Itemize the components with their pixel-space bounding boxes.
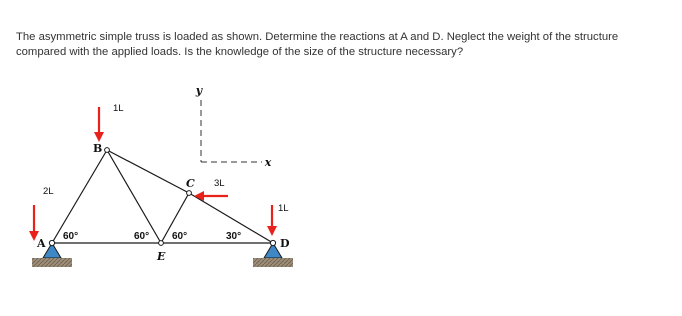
truss-members [52, 150, 273, 243]
ground-D [253, 258, 293, 267]
angle-label-D: 30° [226, 231, 242, 242]
load-label-D: 1L [278, 203, 289, 214]
pin-A [49, 240, 54, 245]
node-label-A: A [37, 237, 46, 250]
load-arrow-A [29, 205, 39, 241]
node-label-D: D [280, 237, 290, 250]
load-arrow-B [94, 107, 104, 142]
joint-C [187, 191, 192, 196]
angle-label-A: 60° [63, 231, 79, 242]
load-label-C: 3L [214, 178, 225, 189]
angle-label-E-left: 60° [134, 231, 150, 242]
load-label-A: 2L [43, 186, 54, 197]
node-label-C: C [186, 177, 195, 190]
member-AB [52, 150, 107, 243]
joint-E [159, 241, 164, 246]
angle-label-E-right: 60° [172, 231, 188, 242]
node-label-B: B [93, 142, 103, 155]
node-label-E: E [157, 250, 166, 263]
load-label-B: 1L [113, 103, 124, 114]
ground-A [32, 258, 72, 267]
joint-B [105, 148, 110, 153]
load-arrow-D [267, 205, 277, 236]
coordinate-axes [195, 84, 272, 169]
problem-statement: The asymmetric simple truss is loaded as shown. Determine the reactions at A and D. Neglect the weight of the structure compared with the applied loads. Is the knowledge of the size of the structure necessary? [16, 31, 619, 58]
x-axis-label: x [264, 156, 272, 169]
y-axis-label: y [195, 84, 203, 97]
pin-D [270, 240, 275, 245]
